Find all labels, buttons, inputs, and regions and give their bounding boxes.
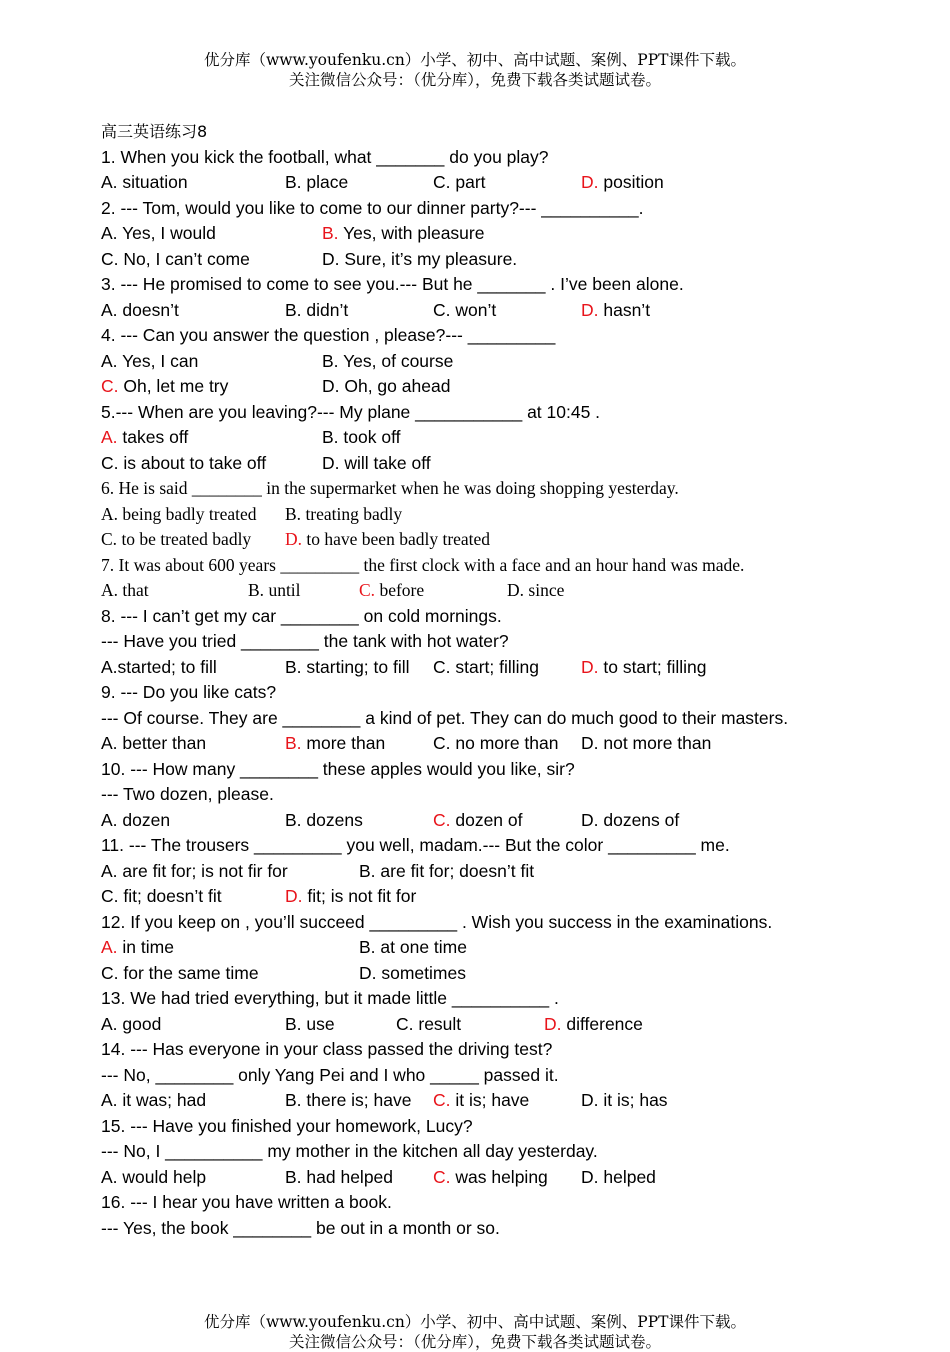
question-12-options-row xyxy=(101,961,861,987)
option-letter: C. xyxy=(359,580,376,600)
option-text: hasn’t xyxy=(598,299,651,320)
option-text: Oh, go ahead xyxy=(339,376,451,396)
option-text: before xyxy=(375,580,425,600)
question-1-options-row xyxy=(101,170,861,196)
option-text: doesn’t xyxy=(117,299,179,320)
question-11-options-row xyxy=(101,884,861,910)
option-letter: D. xyxy=(322,248,340,269)
option-text: that xyxy=(118,580,149,600)
option-d xyxy=(507,578,564,604)
option-letter: C. xyxy=(101,248,119,269)
option-text: will take off xyxy=(339,452,431,473)
question-6-options-row xyxy=(101,502,861,528)
option-letter: A. xyxy=(101,860,118,881)
option-letter: D. xyxy=(581,656,599,677)
option-a xyxy=(101,859,288,885)
option-text: being badly treated xyxy=(118,503,257,524)
question-3-options-row xyxy=(101,298,861,324)
question-4-stem: 4. --- Can you answer the question , please?--- _________ xyxy=(101,325,556,345)
option-c xyxy=(101,884,222,910)
option-text: was helping xyxy=(450,1166,548,1187)
option-text: treating badly xyxy=(301,503,403,524)
option-letter: D. xyxy=(359,962,377,983)
option-a xyxy=(101,808,170,834)
option-d xyxy=(359,961,466,987)
option-d xyxy=(285,527,490,553)
option-d xyxy=(581,1165,656,1191)
question-11-options-row xyxy=(101,859,861,885)
option-text: until xyxy=(264,580,301,600)
option-b xyxy=(359,859,534,885)
option-letter: A. xyxy=(101,503,119,524)
footer-line-2: 关注微信公众号：（优分库），免费下载各类试题试卷。 xyxy=(288,1333,661,1351)
option-c xyxy=(101,374,228,400)
option-text: takes off xyxy=(117,427,189,447)
option-text: dozens of xyxy=(598,809,680,830)
option-text: to be treated badly xyxy=(117,529,252,549)
option-text: won’t xyxy=(450,299,497,320)
page-header xyxy=(0,50,950,90)
option-text: at one time xyxy=(375,937,467,957)
option-a xyxy=(101,1088,206,1114)
option-d xyxy=(322,451,431,477)
option-letter: A. xyxy=(101,937,118,957)
option-text: to have been badly treated xyxy=(302,529,491,549)
option-letter: A. xyxy=(101,172,118,192)
question-5-options-row xyxy=(101,451,861,477)
option-text: use xyxy=(301,1013,335,1034)
option-letter: B. xyxy=(285,172,302,192)
option-letter: A. xyxy=(101,427,118,447)
question-10-stem: --- Two dozen, please. xyxy=(101,784,274,804)
question-5-stem: 5.--- When are you leaving?--- My plane ___________ at 10:45 . xyxy=(101,401,601,422)
question-15-options-row xyxy=(101,1165,861,1191)
option-b xyxy=(359,935,467,961)
option-a xyxy=(101,578,149,604)
option-a xyxy=(101,655,217,681)
option-a xyxy=(101,1012,161,1038)
option-letter: B. xyxy=(359,860,376,881)
option-text: not more than xyxy=(598,733,712,753)
option-letter: D. xyxy=(322,376,340,396)
option-b xyxy=(285,1088,411,1114)
option-letter: B. xyxy=(285,503,302,524)
option-letter: A. xyxy=(101,1166,118,1187)
option-letter: A. xyxy=(101,1013,118,1034)
option-letter: B. xyxy=(285,299,302,320)
option-b xyxy=(285,170,348,196)
option-letter: D. xyxy=(581,1166,599,1187)
option-letter: D. xyxy=(285,529,303,549)
option-a xyxy=(101,221,216,247)
option-text: Yes, I can xyxy=(117,350,199,371)
option-letter: B. xyxy=(322,350,339,371)
option-a xyxy=(101,1165,206,1191)
option-text: more than xyxy=(301,733,386,753)
question-5-options-row xyxy=(101,425,861,451)
option-b xyxy=(248,578,301,604)
option-a xyxy=(101,935,174,961)
option-d xyxy=(581,655,706,681)
question-3-stem: 3. --- He promised to come to see you.--- But he _______ . I’ve been alone. xyxy=(101,274,684,294)
option-letter: B. xyxy=(285,1090,302,1110)
question-10-stem: 10. --- How many ________ these apples would you like, sir? xyxy=(101,758,575,779)
option-d xyxy=(581,808,679,834)
question-11-stem: 11. --- The trousers _________ you well, madam.--- But the color _________ me. xyxy=(101,835,730,855)
option-text: since xyxy=(524,580,565,600)
option-text: for the same time xyxy=(118,962,259,983)
option-text: Yes, I would xyxy=(117,223,216,243)
option-text: no more than xyxy=(450,733,559,753)
option-letter: D. xyxy=(581,172,599,192)
option-b xyxy=(322,221,484,247)
option-letter: C. xyxy=(101,886,119,906)
question-9-stem: 9. --- Do you like cats? xyxy=(101,682,277,702)
option-letter: A. xyxy=(101,1090,118,1110)
question-8-stem: 8. --- I can’t get my car ________ on cold mornings. xyxy=(101,605,502,626)
option-text: to start; filling xyxy=(598,656,707,677)
option-letter: D. xyxy=(507,580,525,600)
header-line-1: 优分库（www.youfenku.cn）小学、初中、高中试题、案例、PPT课件下载。 xyxy=(203,51,747,69)
option-c xyxy=(359,578,424,604)
option-text: helped xyxy=(598,1166,656,1187)
option-text: difference xyxy=(561,1013,643,1034)
question-16-stem: --- Yes, the book ________ be out in a month or so. xyxy=(101,1217,500,1238)
option-a xyxy=(101,349,198,375)
option-letter: D. xyxy=(581,809,599,830)
option-letter: B. xyxy=(285,1166,302,1187)
option-a xyxy=(101,425,188,451)
option-letter: C. xyxy=(101,962,119,983)
option-letter: B. xyxy=(248,580,265,600)
option-c xyxy=(433,298,496,324)
question-15-stem: --- No, I __________ my mother in the kitchen all day yesterday. xyxy=(101,1141,598,1161)
option-text: Yes, with pleasure xyxy=(338,223,485,243)
option-letter: C. xyxy=(101,529,118,549)
option-text: had helped xyxy=(301,1166,394,1187)
option-b xyxy=(285,502,402,528)
question-13-options-row xyxy=(101,1012,861,1038)
option-c xyxy=(396,1012,461,1038)
option-letter: C. xyxy=(101,452,119,473)
option-d xyxy=(544,1012,643,1038)
option-letter: C. xyxy=(396,1013,414,1034)
question-15-stem: 15. --- Have you finished your homework, Lucy? xyxy=(101,1115,473,1136)
option-text: it is; has xyxy=(598,1090,668,1110)
question-4-options-row xyxy=(101,349,861,375)
option-text: there is; have xyxy=(301,1090,412,1110)
option-b xyxy=(285,298,348,324)
option-text: took off xyxy=(338,427,401,447)
option-d xyxy=(581,170,664,196)
option-c xyxy=(433,731,558,757)
option-text: started; to fill xyxy=(117,656,217,677)
exercise-body xyxy=(101,119,861,1241)
question-14-options-row xyxy=(101,1088,861,1114)
question-7-options-row xyxy=(101,578,861,604)
option-c xyxy=(433,170,486,196)
option-text: situation xyxy=(117,172,188,192)
option-text: fit; is not fit for xyxy=(302,886,417,906)
question-13-stem: 13. We had tried everything, but it made little __________ . xyxy=(101,988,559,1008)
option-a xyxy=(101,502,257,528)
option-b xyxy=(285,731,385,757)
question-2-stem: 2. --- Tom, would you like to come to our dinner party?--- __________. xyxy=(101,197,644,218)
option-letter: A. xyxy=(101,580,119,600)
option-letter: D. xyxy=(581,299,599,320)
option-letter: B. xyxy=(285,733,302,753)
option-letter: A. xyxy=(101,299,118,320)
exercise-title: 高三英语练习8 xyxy=(101,122,208,141)
option-letter: A. xyxy=(101,223,118,243)
option-text: better than xyxy=(117,733,207,753)
option-text: in time xyxy=(117,937,174,957)
option-b xyxy=(322,349,453,375)
option-text: place xyxy=(301,172,349,192)
option-letter: D. xyxy=(285,886,303,906)
question-14-stem: 14. --- Has everyone in your class passed the driving test? xyxy=(101,1039,553,1059)
option-text: part xyxy=(450,172,486,192)
header-line-2: 关注微信公众号：（优分库），免费下载各类试题试卷。 xyxy=(288,71,661,89)
option-letter: C. xyxy=(433,1166,451,1187)
option-c xyxy=(101,527,251,553)
option-d xyxy=(322,374,450,400)
option-text: good xyxy=(117,1013,162,1034)
option-letter: A. xyxy=(101,733,118,753)
option-letter: D. xyxy=(581,733,599,753)
option-text: didn’t xyxy=(301,299,349,320)
option-letter: D. xyxy=(581,1090,599,1110)
option-d xyxy=(285,884,416,910)
question-7-stem: 7. It was about 600 years _________ the first clock with a face and an hour hand was made. xyxy=(101,554,745,575)
option-letter: A. xyxy=(101,350,118,371)
option-text: Yes, of course xyxy=(338,350,454,371)
question-16-stem: 16. --- I hear you have written a book. xyxy=(101,1192,392,1212)
option-c xyxy=(101,961,259,987)
question-6-options-row xyxy=(101,527,861,553)
option-a xyxy=(101,731,206,757)
option-c xyxy=(433,808,523,834)
option-text: is about to take off xyxy=(118,452,267,473)
option-text: dozens xyxy=(301,809,363,830)
option-text: it is; have xyxy=(450,1090,530,1110)
option-c xyxy=(101,247,250,273)
page-footer xyxy=(0,1312,950,1352)
option-letter: B. xyxy=(322,427,339,447)
question-2-options-row xyxy=(101,247,861,273)
option-letter: A. xyxy=(101,809,118,830)
option-b xyxy=(285,808,363,834)
option-text: No, I can’t come xyxy=(118,248,250,269)
option-text: dozen of xyxy=(450,809,523,830)
option-letter: C. xyxy=(433,1090,451,1110)
option-text: would help xyxy=(117,1166,207,1187)
option-letter: B. xyxy=(285,656,302,677)
option-letter: B. xyxy=(285,1013,302,1034)
option-text: Sure, it’s my pleasure. xyxy=(339,248,518,269)
option-c xyxy=(433,655,539,681)
footer-line-1: 优分库（www.youfenku.cn）小学、初中、高中试题、案例、PPT课件下载。 xyxy=(203,1313,747,1331)
question-4-options-row xyxy=(101,374,861,400)
option-text: start; filling xyxy=(450,656,539,677)
option-d xyxy=(322,247,517,273)
option-text: position xyxy=(598,172,664,192)
question-10-options-row xyxy=(101,808,861,834)
option-letter: D. xyxy=(322,452,340,473)
option-b xyxy=(285,1165,393,1191)
option-b xyxy=(322,425,401,451)
option-letter: C. xyxy=(433,733,451,753)
option-d xyxy=(581,731,711,757)
option-letter: A. xyxy=(101,656,118,677)
question-9-stem: --- Of course. They are ________ a kind of pet. They can do much good to their masters. xyxy=(101,707,789,728)
question-8-options-row xyxy=(101,655,861,681)
option-text: are fit for; is not fir for xyxy=(117,860,288,881)
option-letter: C. xyxy=(433,656,451,677)
option-letter: D. xyxy=(544,1013,562,1034)
option-letter: C. xyxy=(101,376,119,396)
option-a xyxy=(101,298,179,324)
option-text: dozen xyxy=(117,809,171,830)
option-text: sometimes xyxy=(376,962,466,983)
option-c xyxy=(433,1165,548,1191)
question-8-stem: --- Have you tried ________ the tank with hot water? xyxy=(101,631,509,651)
option-letter: C. xyxy=(433,172,451,192)
option-text: Oh, let me try xyxy=(118,376,229,396)
question-14-stem: --- No, ________ only Yang Pei and I who _____ passed it. xyxy=(101,1064,559,1085)
option-letter: C. xyxy=(433,809,451,830)
option-text: are fit for; doesn’t fit xyxy=(375,860,535,881)
option-b xyxy=(285,655,410,681)
option-letter: B. xyxy=(285,809,302,830)
option-d xyxy=(581,298,650,324)
question-12-stem: 12. If you keep on , you’ll succeed _________ . Wish you success in the examinations. xyxy=(101,911,773,932)
option-letter: B. xyxy=(322,223,339,243)
option-text: fit; doesn’t fit xyxy=(118,886,222,906)
option-b xyxy=(285,1012,335,1038)
option-text: result xyxy=(413,1013,462,1034)
option-c xyxy=(433,1088,529,1114)
option-text: it was; had xyxy=(117,1090,207,1110)
question-1-stem: 1. When you kick the football, what _______ do you play? xyxy=(101,146,549,167)
question-2-options-row xyxy=(101,221,861,247)
option-c xyxy=(101,451,266,477)
question-12-options-row xyxy=(101,935,861,961)
option-letter: C. xyxy=(433,299,451,320)
option-letter: B. xyxy=(359,937,376,957)
question-9-options-row xyxy=(101,731,861,757)
option-a xyxy=(101,170,188,196)
question-6-stem: 6. He is said ________ in the supermarket when he was doing shopping yesterday. xyxy=(101,478,679,498)
option-text: starting; to fill xyxy=(301,656,410,677)
option-d xyxy=(581,1088,668,1114)
